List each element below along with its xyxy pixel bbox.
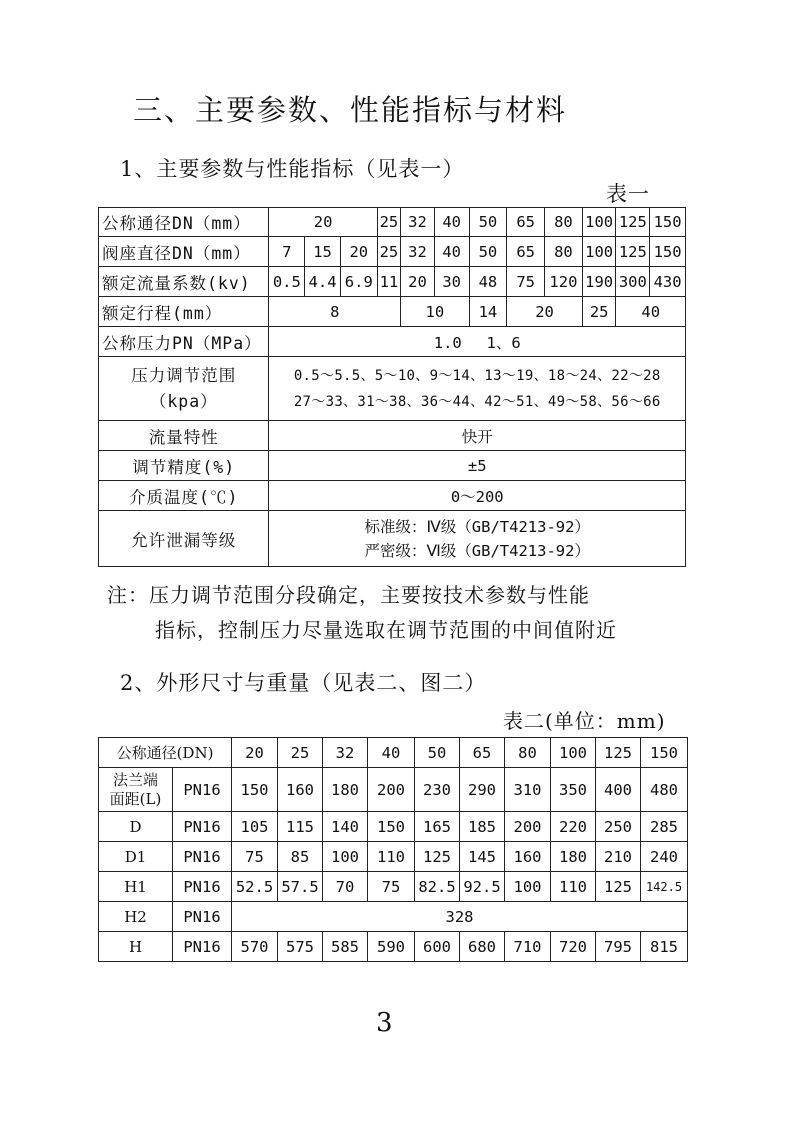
table-cell: 160: [278, 768, 323, 812]
table-cell: 20: [340, 237, 377, 267]
table-cell: ±5: [269, 451, 686, 481]
seat-diameter-label: 阀座直径DN（mm）: [99, 237, 269, 267]
note: [107, 578, 617, 648]
pn-cell: PN16: [173, 902, 232, 932]
flange-distance-label: [99, 768, 173, 812]
table-cell: 585: [323, 932, 368, 962]
table-cell: 4.4: [305, 267, 341, 297]
table-cell: 0～200: [269, 481, 686, 511]
table-cell: 160: [505, 842, 551, 872]
table-cell: 92.5: [460, 872, 505, 902]
table-cell: 710: [505, 932, 551, 962]
table-cell: 570: [232, 932, 278, 962]
table-cell: 142.5: [641, 872, 688, 902]
table-cell: 180: [551, 842, 596, 872]
dimensions-header-label: 公称通径(DN): [99, 738, 232, 768]
table-cell: 25: [582, 297, 616, 327]
note-line1: 注：压力调节范围分段确定，主要按技术参数与性能: [107, 583, 590, 607]
table-cell: 250: [596, 812, 641, 842]
table-row: [99, 357, 686, 421]
pn-cell: PN16: [173, 842, 232, 872]
precision-label: 调节精度(%): [99, 451, 269, 481]
table-cell: 20: [269, 208, 377, 237]
table-row: [99, 738, 688, 768]
table-cell: 125: [616, 237, 650, 267]
table-cell: 105: [232, 812, 278, 842]
table-cell: 6.9: [340, 267, 377, 297]
row-label-d: D: [99, 812, 173, 842]
parameters-table: [98, 207, 686, 567]
table-cell: 290: [460, 768, 505, 812]
table-cell: 65: [507, 208, 545, 237]
table-cell: 20: [401, 267, 435, 297]
table-cell: 210: [596, 842, 641, 872]
table-cell: 0.5: [269, 267, 305, 297]
note-line2: 指标，控制压力尽量选取在调节范围的中间值附近: [155, 618, 617, 642]
row-label-h2: H2: [99, 902, 173, 932]
table2-caption: 表二(单位：mm): [503, 709, 666, 733]
pn-cell: PN16: [173, 768, 232, 812]
table-cell: 400: [596, 768, 641, 812]
pn-cell: PN16: [173, 812, 232, 842]
table-cell: 11: [377, 267, 400, 297]
pressure-range-line2: 27～33、31～38、36～44、42～51、49～58、56～66: [293, 393, 661, 410]
table-cell: 8: [269, 297, 401, 327]
table-cell: 25: [377, 237, 400, 267]
table-cell: 50: [415, 738, 460, 768]
table-cell: 150: [368, 812, 415, 842]
table-cell: 815: [641, 932, 688, 962]
table-row: [99, 237, 686, 267]
table-row: [99, 451, 686, 481]
table1-caption: 表一: [606, 182, 650, 206]
table-row: [99, 327, 686, 357]
leakage-standard: 标准级：Ⅳ级（GB/T4213-92）: [364, 517, 590, 536]
table-cell: 80: [545, 208, 583, 237]
table-cell: 70: [323, 872, 368, 902]
pressure-range-label: [99, 357, 269, 421]
table-cell: 40: [434, 237, 469, 267]
table-cell: 125: [415, 842, 460, 872]
pressure-range-label-line1: 压力调节范围: [131, 365, 237, 385]
table-row: [99, 812, 688, 842]
table-cell: 32: [401, 237, 435, 267]
table-row: [99, 297, 686, 327]
table-cell: 85: [278, 842, 323, 872]
table-cell: 680: [460, 932, 505, 962]
table-cell: 590: [368, 932, 415, 962]
table-cell: 25: [377, 208, 400, 237]
flange-distance-label-line1: 法兰端: [112, 770, 158, 789]
table-cell: 100: [551, 738, 596, 768]
table-cell: 125: [596, 872, 641, 902]
table-cell: 140: [323, 812, 368, 842]
table-cell: 100: [323, 842, 368, 872]
table-cell: 150: [650, 237, 686, 267]
table-cell: 65: [460, 738, 505, 768]
flow-characteristic-label: 流量特性: [99, 421, 269, 451]
table-cell: 200: [368, 768, 415, 812]
flange-distance-label-line2: 面距(L): [109, 789, 162, 808]
table-cell: 165: [415, 812, 460, 842]
table-cell: 575: [278, 932, 323, 962]
table-cell: 52.5: [232, 872, 278, 902]
pressure-range-line1: 0.5～5.5、5～10、9～14、13～19、18～24、22～28: [293, 367, 661, 384]
table-row: [99, 842, 688, 872]
table-cell: 125: [596, 738, 641, 768]
table-cell: 720: [551, 932, 596, 962]
table-cell: 285: [641, 812, 688, 842]
table-cell: 150: [641, 738, 688, 768]
table-cell: 75: [368, 872, 415, 902]
table-cell: 150: [650, 208, 686, 237]
table-cell: 600: [415, 932, 460, 962]
table-cell: 32: [323, 738, 368, 768]
table-cell: 100: [505, 872, 551, 902]
table-cell: 57.5: [278, 872, 323, 902]
table-cell: 30: [434, 267, 469, 297]
table-cell: 15: [305, 237, 341, 267]
table-cell: 50: [469, 237, 507, 267]
table-row: [99, 932, 688, 962]
table-cell: 310: [505, 768, 551, 812]
table-cell: 7: [269, 237, 305, 267]
table-row: [99, 511, 686, 567]
table-cell: 480: [641, 768, 688, 812]
table-cell: 48: [469, 267, 507, 297]
table-cell: 20: [232, 738, 278, 768]
table-row: [99, 267, 686, 297]
table-cell: 328: [232, 902, 688, 932]
table-cell: 14: [469, 297, 507, 327]
table-cell: 100: [582, 208, 616, 237]
rated-stroke-label: 额定行程(mm）: [99, 297, 269, 327]
row-label-h: H: [99, 932, 173, 962]
table-row: [99, 768, 688, 812]
table-cell: 65: [507, 237, 545, 267]
table-cell: 200: [505, 812, 551, 842]
leakage-class-label: 允许泄漏等级: [99, 511, 269, 567]
table-row: [99, 872, 688, 902]
table-cell: 75: [507, 267, 545, 297]
table-cell: 1.0 1、6: [269, 327, 686, 357]
table-cell: 220: [551, 812, 596, 842]
table-cell: 300: [616, 267, 650, 297]
table-cell: 150: [232, 768, 278, 812]
table-cell: 190: [582, 267, 616, 297]
table-cell: 180: [323, 768, 368, 812]
subsection-heading-1: 1、主要参数与性能指标（见表一）: [120, 157, 465, 181]
flow-coefficient-label: 额定流量系数(kv): [99, 267, 269, 297]
table-cell: 430: [650, 267, 686, 297]
row-label-d1: D1: [99, 842, 173, 872]
table-cell: 100: [582, 237, 616, 267]
leakage-class-value: [269, 511, 686, 567]
table-cell: 115: [278, 812, 323, 842]
table-cell: 145: [460, 842, 505, 872]
table-cell: 50: [469, 208, 507, 237]
table-cell: 82.5: [415, 872, 460, 902]
table-row: [99, 208, 686, 237]
table-cell: 10: [401, 297, 469, 327]
table-cell: 40: [616, 297, 686, 327]
table-cell: 80: [545, 237, 583, 267]
subsection-heading-2: 2、外形尺寸与重量（见表二、图二）: [120, 671, 487, 695]
table-row: [99, 421, 686, 451]
table-cell: 795: [596, 932, 641, 962]
table-row: [99, 902, 688, 932]
table-cell: 32: [401, 208, 435, 237]
row-label-h1: H1: [99, 872, 173, 902]
medium-temperature-label: 介质温度(℃): [99, 481, 269, 511]
table-cell: 25: [278, 738, 323, 768]
table-cell: 40: [368, 738, 415, 768]
table-cell: 110: [551, 872, 596, 902]
table-cell: 230: [415, 768, 460, 812]
leakage-strict: 严密级：Ⅵ级（GB/T4213-92）: [364, 541, 590, 560]
table-cell: 240: [641, 842, 688, 872]
table-cell: 185: [460, 812, 505, 842]
table-cell: 75: [232, 842, 278, 872]
table-row: [99, 481, 686, 511]
page-number: 3: [376, 1008, 393, 1038]
table-cell: 110: [368, 842, 415, 872]
table-cell: 80: [505, 738, 551, 768]
table-cell: 120: [545, 267, 583, 297]
pressure-range-label-line2: （kpa）: [149, 391, 218, 411]
table-cell: 快开: [269, 421, 686, 451]
table-cell: 20: [507, 297, 583, 327]
dn-label: 公称通径DN（mm）: [99, 208, 269, 237]
dimensions-table: [98, 737, 688, 962]
table-cell: 125: [616, 208, 650, 237]
pn-cell: PN16: [173, 932, 232, 962]
nominal-pressure-label: 公称压力PN（MPa）: [99, 327, 269, 357]
table-cell: 350: [551, 768, 596, 812]
pn-cell: PN16: [173, 872, 232, 902]
table-cell: 40: [434, 208, 469, 237]
pressure-range-value: [269, 357, 686, 421]
section-title: 三、主要参数、性能指标与材料: [133, 93, 568, 127]
